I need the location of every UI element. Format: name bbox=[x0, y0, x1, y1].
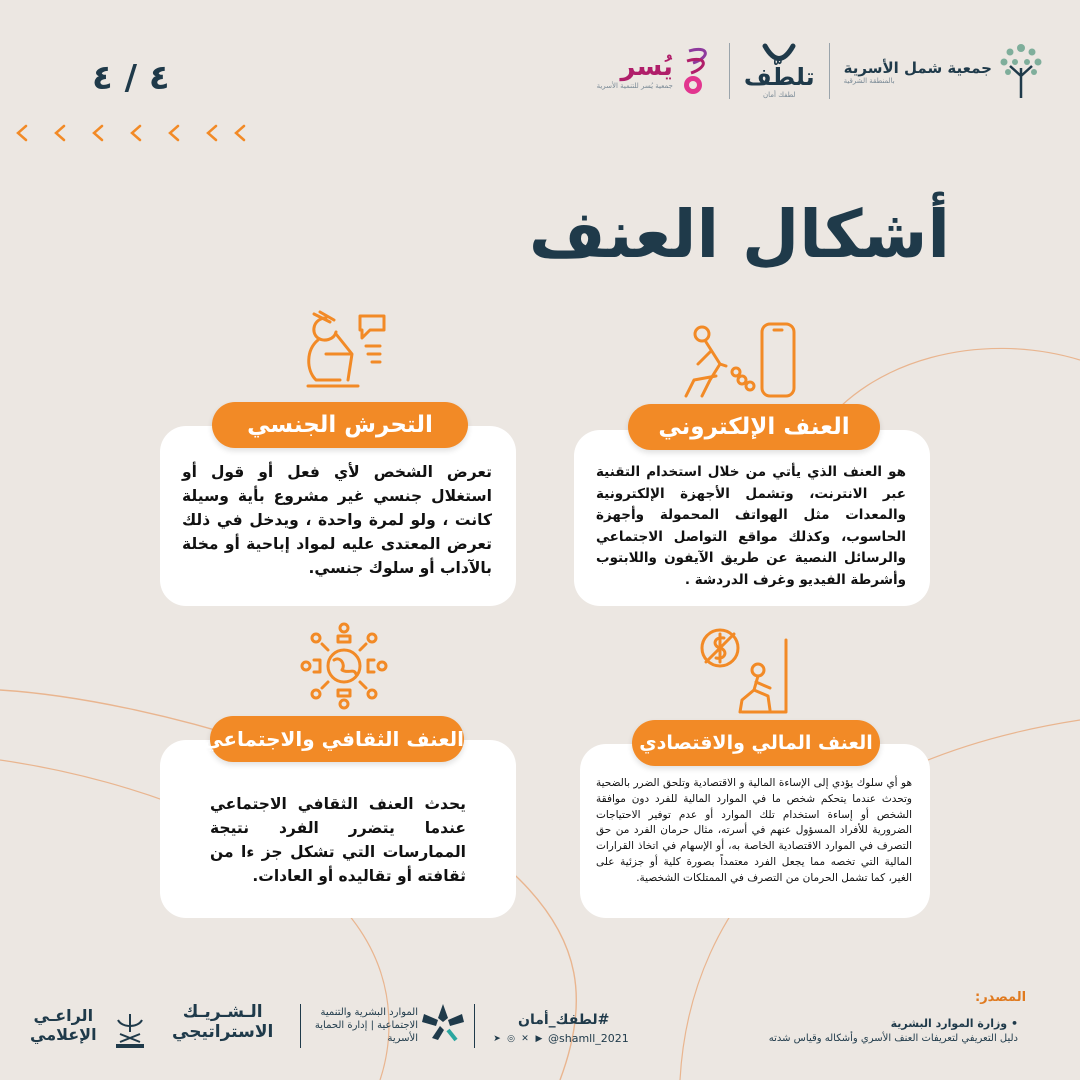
chevron-left-icon bbox=[208, 126, 216, 140]
card-cultural-violence bbox=[160, 740, 516, 918]
media-sponsor-line-2: الإعلامي bbox=[30, 1025, 97, 1044]
smile-icon bbox=[759, 43, 799, 63]
social-handle-row bbox=[492, 1032, 629, 1045]
media-sponsor-line-1: الراعـي bbox=[33, 1006, 94, 1025]
talattaf-logo-name: تلطّف bbox=[743, 63, 815, 91]
strategic-partner bbox=[172, 1002, 273, 1042]
hrsd-logo-icon bbox=[418, 1000, 468, 1044]
telegram-icon[interactable]: ➤ bbox=[493, 1033, 501, 1044]
source-line-2: دليل التعريفي لتعريفات العنف الأسري وأشكاله وقياس شدته bbox=[768, 1033, 1018, 1044]
card-electronic-violence-heading: العنف الإلكتروني bbox=[628, 404, 880, 450]
source-label: المصدر: bbox=[975, 990, 1027, 1005]
logo-divider bbox=[729, 43, 730, 99]
source-line-1: • وزارة الموارد البشرية bbox=[890, 1017, 1018, 1030]
page-title: أشكال العنف bbox=[528, 196, 950, 273]
yusr-logo bbox=[597, 43, 715, 99]
card-sexual-harassment-body: تعرض الشخص لأي فعل أو قول أو استغلال جنسي غير مشروع بأية وسيلة كانت ، ولو لمرة واحدة ، ويدخل في ذلك تعرض المعتدى عليه لمواد إباحية أو مخلة بالآداب أو سلوك جنسي. bbox=[182, 463, 492, 578]
talattaf-logo bbox=[744, 43, 815, 99]
tree-icon bbox=[998, 42, 1044, 100]
x-icon[interactable]: ✕ bbox=[521, 1033, 529, 1044]
globe-people-icon bbox=[298, 620, 390, 712]
person-chained-to-phone-icon bbox=[680, 320, 800, 400]
partner-logos bbox=[597, 36, 1044, 106]
logo-divider bbox=[829, 43, 830, 99]
page-number: ٤ / ٤ bbox=[92, 58, 170, 98]
saudi-emblem-icon bbox=[112, 1012, 148, 1050]
youtube-icon[interactable]: ▶ bbox=[535, 1033, 543, 1044]
card-cultural-violence-heading: العنف الثقافي والاجتماعي bbox=[210, 716, 464, 762]
chevron-left-icon bbox=[94, 126, 102, 140]
chevron-left-icon bbox=[170, 126, 178, 140]
chevron-left-icon bbox=[132, 126, 140, 140]
yusr-logo-name: يُسر bbox=[620, 52, 673, 82]
person-hugging-knees-icon bbox=[300, 310, 390, 394]
footer-divider bbox=[300, 1004, 301, 1048]
card-economic-violence-body: هو أي سلوك يؤدي إلى الإساءة المالية و الاقتصادية وتلحق الضرر بالضحية وتحدث عندما يتحكم شخص ما في الموارد المالية للفرد دون موافقة الشخص أو إساءة استخدام تلك الموارد أو عدم توفير الاحتياجات الضرورية للأفراد المسؤول عنهم في أسرته، مثال حرمان الفرد من حق التصرف في الموارد الاقتصادية الخاصة به، أو الإسهام في اتخاذ القرارات المالية التي تخصه مما يجعل الفرد معتمداً بصورة كلية أو جزئية على الغير، كما تشمل الحرمان من التصرف في الممتلكات الشخصية. bbox=[596, 777, 912, 884]
talattaf-logo-sub: لطفك أمان bbox=[763, 91, 796, 99]
shaml-logo-name: جمعية شمل الأسرية bbox=[843, 58, 992, 77]
shaml-logo-sub: بالمنطقة الشرقية bbox=[843, 76, 895, 85]
chevron-left-icon bbox=[236, 126, 244, 140]
media-sponsor bbox=[30, 1006, 97, 1044]
yusr-emblem-icon bbox=[679, 43, 715, 99]
social-handle: @shamll_2021 bbox=[548, 1032, 629, 1045]
card-sexual-harassment-heading: التحرش الجنسي bbox=[212, 402, 468, 448]
card-sexual-harassment bbox=[160, 426, 516, 606]
footer-divider bbox=[474, 1004, 475, 1048]
partner-org-name: الموارد البشرية والتنمية الاجتماعية | إدارة الحماية الأسرية bbox=[314, 1007, 418, 1044]
chevron-row bbox=[12, 118, 252, 148]
card-cultural-violence-body: يحدث العنف الثقافي الاجتماعي عندما يتضرر الفرد نتيجة الممارسات التي تشكل جز ءا من ثقافته أو تقاليده أو العادات. bbox=[210, 795, 466, 886]
chevron-left-icon bbox=[56, 126, 64, 140]
card-economic-violence-heading: العنف المالي والاقتصادي bbox=[632, 720, 880, 766]
yusr-logo-sub: جمعية يُسر للتنمية الأسرية bbox=[596, 82, 673, 90]
chevron-left-icon bbox=[18, 126, 26, 140]
card-electronic-violence-body: هو العنف الذي يأتي من خلال استخدام التقنية عبر الانترنت، وتشمل الأجهزة الإلكترونية والمعدات مثل الهواتف المحمولة وأجهزة الحاسوب، وكذلك مواقع التواصل الاجتماعي والرسائل النصية عن طريق الآيفون واللابتوب وأشرطة الفيديو وغرف الدردشة . bbox=[596, 464, 906, 588]
card-economic-violence bbox=[580, 744, 930, 918]
instagram-icon[interactable]: ◎ bbox=[507, 1033, 515, 1044]
no-money-icon bbox=[696, 624, 792, 716]
shaml-logo bbox=[844, 42, 1044, 100]
hashtag: #لطفك_أمان bbox=[518, 1012, 610, 1028]
strategic-partner-line-1: الـشـريـك bbox=[182, 1002, 263, 1022]
strategic-partner-line-2: الاستراتيجي bbox=[172, 1022, 274, 1042]
card-electronic-violence bbox=[574, 430, 930, 606]
